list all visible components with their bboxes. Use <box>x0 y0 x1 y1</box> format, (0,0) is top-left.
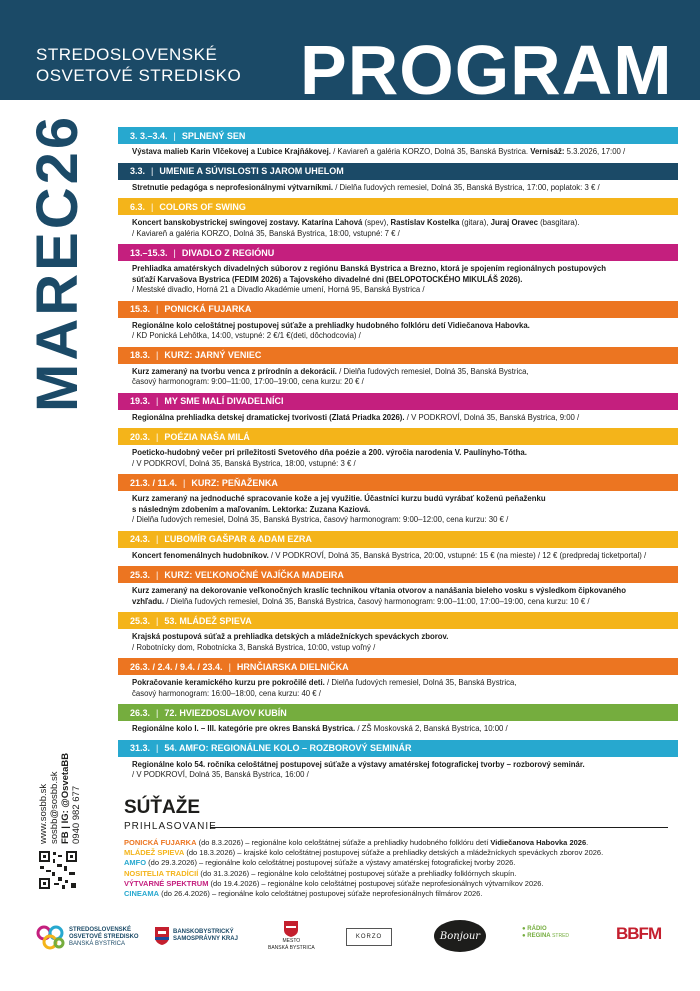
event-item[interactable] <box>118 393 678 424</box>
event-description <box>118 548 678 562</box>
event-title: MY SME MALÍ DIVADELNÍCI <box>164 396 284 406</box>
event-description <box>118 675 678 699</box>
qr-code-icon[interactable] <box>38 850 78 890</box>
shield-icon <box>154 926 170 946</box>
event-desc-line <box>132 689 678 700</box>
event-desc-line <box>132 724 678 735</box>
event-date: 3.3. <box>130 166 146 176</box>
separator: | <box>156 396 159 406</box>
desc-text: / KD Ponická Lehôtka, 14:00, vstupné: 2 €/1 €(deti, dôchodcovia) / <box>132 331 361 340</box>
event-item[interactable] <box>118 244 678 296</box>
event-desc-line <box>132 760 678 771</box>
event-desc-line <box>132 229 678 240</box>
event-header-bar[interactable] <box>118 474 678 491</box>
desc-text: / Kaviareň a galéria KORZO, Dolná 35, Banská Bystrica. <box>330 147 531 156</box>
month-year: 26 <box>25 113 90 185</box>
separator: | <box>183 477 186 488</box>
city-crest-icon <box>283 920 299 938</box>
sos-line-2: OSVETOVÉ STREDISKO <box>69 933 139 940</box>
desc-bold: Koncert banskobystrickej swingovej zostavy. Katarína Ľahová <box>132 218 363 227</box>
event-desc-line <box>132 505 678 516</box>
desc-bold: Stretnutie pedagóga s neprofesionálnymi výtvarníkmi. <box>132 182 334 192</box>
event-date: 20.3. <box>130 431 151 442</box>
radio-line-1: ● RÁDIO <box>522 926 547 932</box>
desc-bold: Kurz zameraný na dekorovanie veľkonočných kraslíc technikou vŕtania otvorov a nanášania bieleho vosku s výsledkom čipkovaného <box>132 586 626 595</box>
bbfm-logo[interactable]: BBFM <box>616 924 662 943</box>
contact-phone[interactable]: 0940 982 677 <box>71 785 82 844</box>
city-line-1: MESTO <box>282 938 301 944</box>
desc-bold: Pokračovanie keramického kurzu pre pokročilé deti. <box>132 678 325 687</box>
desc-text: / Dielňa ľudových remesiel, Dolná 35, Banská Bystrica, časový harmonogram: 9:00–12:00, cena kurzu: 30 € / <box>132 515 509 524</box>
event-header-bar[interactable] <box>118 740 678 757</box>
separator: | <box>156 534 159 544</box>
event-item[interactable] <box>118 740 678 781</box>
city-line-2: BANSKÁ BYSTRICA <box>268 945 315 951</box>
desc-bold: Regionálne kolo celoštátnej postupovej súťaže a prehliadky hudobného folklóru detí Vidiečanova Habovka. <box>132 320 530 330</box>
desc-bold: Krajská postupová súťaž a prehliadka detských a mládežníckych speváckych zborov. <box>132 632 449 641</box>
bbsk-line-1: BANSKOBYSTRICKÝ <box>173 929 234 935</box>
event-item[interactable] <box>118 658 678 699</box>
contact-social[interactable]: FB | IG: @OsvetaBB <box>60 752 71 844</box>
desc-bold: súťaží Karvašova Bystrica (FEDIM 2026) a Tajovského divadelné dni (BELOPOTOCKÉHO MIKULÁŠ 2026). <box>132 274 523 284</box>
partner-logos <box>36 920 676 960</box>
separator: | <box>151 166 154 176</box>
event-title: KURZ: PEŇAŽENKA <box>191 477 278 488</box>
competition-item <box>124 858 603 868</box>
event-title: KURZ: VEĽKONOČNÉ VAJÍČKA MADEIRA <box>164 569 344 580</box>
desc-bold: Kurz zameraný na jednoduché spracovanie kože a jej využitie. Účastníci kurzu budú vyrábať koženú peňaženku <box>132 494 546 503</box>
sos-line-1: STREDOSLOVENSKÉ <box>69 926 132 933</box>
radio-line-2: ● REGINA STRED <box>522 933 570 939</box>
desc-text: 5.3.2026, 17:00 / <box>564 147 626 156</box>
event-item[interactable] <box>118 428 678 469</box>
event-description <box>118 410 678 424</box>
separator: | <box>156 350 159 360</box>
event-desc-line <box>132 285 678 296</box>
separator: | <box>151 201 154 212</box>
event-description <box>118 144 678 158</box>
radio-regina-logo[interactable] <box>522 926 569 940</box>
event-description <box>118 491 678 526</box>
contact-info <box>38 734 108 844</box>
desc-text: / V PODKROVÍ, Dolná 35, Banská Bystrica, 16:00 / <box>132 770 309 779</box>
event-title: DIVADLO Z REGIÓNU <box>181 247 275 258</box>
desc-text: (basgitara). <box>537 218 580 227</box>
competition-text: (do 19.4.2026) – regionálne kolo celoštátnej postupovej súťaže neprofesionálnych výtvarníkov 2026. <box>208 878 544 888</box>
event-description <box>118 583 678 607</box>
program-title: PROGRAM <box>300 31 673 109</box>
event-desc-line <box>132 515 678 526</box>
month-label <box>25 32 90 412</box>
bbsk-logo[interactable] <box>154 926 238 946</box>
event-header-bar[interactable] <box>118 531 678 548</box>
desc-bold: Poeticko-hudobný večer pri príležitosti Svetového dňa poézie a 200. výročia narodenia V. Paulínyho-Tótha. <box>132 448 527 457</box>
event-desc-line <box>132 551 678 562</box>
event-desc-line <box>132 770 678 781</box>
event-desc-line <box>132 632 678 643</box>
event-date: 19.3. <box>130 396 151 406</box>
separator: | <box>156 743 159 753</box>
event-item[interactable] <box>118 612 678 653</box>
event-header-bar[interactable] <box>118 301 678 318</box>
city-logo[interactable] <box>268 920 315 952</box>
desc-bold: s následným zdobením a maľovaním. Lektorka: Zuzana Kaziová. <box>132 504 371 514</box>
desc-text: / Dielňa ľudových remesiel, Dolná 35, Banská Bystrica, časový harmonogram: 9:00–11:00, 17:00–19:00, cena kurzu: 10 € / <box>164 596 590 606</box>
separator: | <box>228 661 231 672</box>
event-desc-line <box>132 459 678 470</box>
event-date: 15.3. <box>130 304 151 314</box>
competition-text: (do 31.3.2026) – regionálne kolo celoštátnej postupovej súťaže a prehliadky folklórnych skupín. <box>198 868 517 878</box>
event-item[interactable] <box>118 704 678 735</box>
sos-logo[interactable] <box>36 924 139 950</box>
event-desc-line <box>132 183 678 194</box>
event-description <box>118 180 678 194</box>
event-list <box>118 127 678 786</box>
desc-text: / Dielňa ľudových remesiel, Dolná 35, Banská Bystrica, <box>336 366 529 376</box>
event-description <box>118 215 678 239</box>
event-header-bar[interactable] <box>118 658 678 675</box>
desc-bold: Prehliadka amatérskych divadelných súborov z regiónu Banská Bystrica a Brezno, ktorá je spojením regionálnych postupových <box>132 264 607 273</box>
event-item[interactable] <box>118 127 678 158</box>
competition-text: (do 8.3.2026) – regionálne kolo celoštátnej súťaže a prehliadky hudobného folklóru detí <box>196 838 491 847</box>
competition-item <box>124 869 603 879</box>
event-desc-line <box>132 377 678 388</box>
competition-item <box>124 879 603 889</box>
desc-bold: Rastislav Kostelka <box>390 218 460 227</box>
event-header-bar[interactable] <box>118 428 678 445</box>
event-item[interactable] <box>118 301 678 342</box>
event-desc-line <box>132 218 678 229</box>
event-title: KURZ: JARNÝ VENIEC <box>164 350 262 360</box>
divider <box>210 827 668 828</box>
month-name: MAREC <box>25 184 90 412</box>
competition-end: . <box>586 838 589 847</box>
competition-text: (do 26.4.2026) – regionálne kolo celoštátnej postupovej súťaže neprofesionálnych filmárov 2026. <box>159 889 483 899</box>
competition-item <box>124 838 603 848</box>
desc-bold: Regionálne kolo 54. ročníka celoštátnej postupovej súťaže a výstavy amatérskej fotografickej tvorby – rozborový seminár. <box>132 759 585 769</box>
contact-email[interactable]: sosbb@sosbb.sk <box>49 771 60 844</box>
event-title: ĽUBOMÍR GAŠPAR & ADAM EZRA <box>164 534 312 544</box>
event-title: 53. MLÁDEŽ SPIEVA <box>164 615 252 626</box>
event-title: COLORS OF SWING <box>159 201 246 212</box>
desc-bold: Kurz zameraný na tvorbu venca z prírodnín a dekorácií. <box>132 366 337 376</box>
competition-name: AMFO <box>124 858 147 868</box>
desc-text: / Dielňa ľudových remesiel, Dolná 35, Banská Bystrica, 17:00, poplatok: 3 € / <box>333 182 600 192</box>
event-title: POÉZIA NAŠA MILÁ <box>164 431 250 442</box>
event-date: 24.3. <box>130 534 151 544</box>
desc-text: / ZŠ Moskovská 2, Banská Bystrica, 10:00 / <box>355 724 508 733</box>
sos-line-3: BANSKÁ BYSTRICA <box>69 940 126 947</box>
desc-bold: Juraj Oravec <box>490 218 538 227</box>
event-item[interactable] <box>118 163 678 194</box>
desc-bold: Výstava malieb Karin Vlčekovej a Ľubice Krajňákovej. <box>132 147 331 156</box>
separator: | <box>156 615 159 626</box>
korzo-logo[interactable]: KORZO <box>346 928 392 946</box>
event-desc-line <box>132 264 678 275</box>
desc-text: / Robotnícky dom, Robotnícka 3, Banská Bystrica, 10:00, vstup voľný / <box>132 642 376 652</box>
event-desc-line <box>132 494 678 505</box>
event-item[interactable] <box>118 198 678 239</box>
event-desc-line <box>132 275 678 286</box>
sos-logo-icon <box>36 924 66 950</box>
event-desc-line <box>132 367 678 378</box>
event-header-bar[interactable] <box>118 347 678 364</box>
event-item[interactable] <box>118 531 678 562</box>
event-item[interactable] <box>118 566 678 607</box>
event-title: UMENIE A SÚVISLOSTI S JAROM UHELOM <box>159 166 344 176</box>
event-title: 54. AMFO: REGIONÁLNE KOLO – ROZBOROVÝ SEMINÁR <box>164 743 412 753</box>
event-desc-line <box>132 586 678 597</box>
bonjour-logo[interactable]: Bonjour <box>434 920 486 952</box>
event-title: HRNČIARSKA DIELNIČKA <box>236 661 349 672</box>
separator: | <box>156 304 159 314</box>
event-desc-line <box>132 147 678 158</box>
bbsk-line-2: SAMOSPRÁVNY KRAJ <box>173 936 238 942</box>
competition-name: CINEAMA <box>124 889 159 899</box>
event-header-bar[interactable] <box>118 704 678 721</box>
desc-text: (gitara), <box>459 218 491 227</box>
event-date: 18.3. <box>130 350 151 360</box>
competitions-list <box>124 838 603 899</box>
event-description <box>118 629 678 653</box>
event-desc-line <box>132 321 678 332</box>
event-title: SPLNENÝ SEN <box>181 130 246 141</box>
event-date: 25.3. <box>130 569 151 580</box>
desc-text: časový harmonogram: 16:00–18:00, cena kurzu: 40 € / <box>132 688 321 698</box>
competition-name: PONICKÁ FUJARKA <box>124 838 197 847</box>
competition-name: MLÁDEŽ SPIEVA <box>124 848 185 858</box>
event-header-bar[interactable] <box>118 163 678 180</box>
competitions-title: SÚŤAŽE <box>124 797 200 818</box>
desc-text: časový harmonogram: 9:00–11:00, 17:00–19:00, cena kurzu: 20 € / <box>132 377 364 386</box>
desc-bold: Regionálne kolo I. – III. kategórie pre okres Banská Bystrica. <box>132 724 356 733</box>
desc-text: / Kaviareň a galéria KORZO, Dolná 35, Banská Bystrica, 18:00, vstupné: 7 € / <box>132 228 400 238</box>
event-desc-line <box>132 643 678 654</box>
competition-text: (do 29.3.2026) – regionálne kolo celoštátnej postupovej súťaže a výstavy amatérskej fotografickej tvorby 2026. <box>146 858 516 868</box>
desc-bold: Koncert fenomenálnych hudobníkov. <box>132 550 269 560</box>
org-line-1: STREDOSLOVENSKÉ <box>36 45 218 64</box>
event-header-bar[interactable] <box>118 393 678 410</box>
event-desc-line <box>132 331 678 342</box>
desc-text: / Mestské divadlo, Horná 21 a Divadlo Akadémie umení, Horná 95, Banská Bystrica / <box>132 285 425 294</box>
event-description <box>118 364 678 388</box>
desc-text: / V PODKROVÍ, Dolná 35, Banská Bystrica, 18:00, vstupné: 3 € / <box>132 458 356 468</box>
event-desc-line <box>132 597 678 608</box>
competition-bold: Vidiečanova Habovka 2026 <box>490 838 587 847</box>
event-description <box>118 721 678 735</box>
competitions-subtitle: PRIHLASOVANIE <box>124 821 217 832</box>
event-date: 31.3. <box>130 743 151 753</box>
event-date: 3. 3.–3.4. <box>130 130 168 141</box>
event-header-bar[interactable] <box>118 566 678 583</box>
contact-web[interactable]: www.sosbb.sk <box>38 783 49 844</box>
desc-text: (spev), <box>362 218 391 227</box>
event-description <box>118 445 678 469</box>
separator: | <box>156 707 159 718</box>
event-title: PONICKÁ FUJARKA <box>164 304 252 314</box>
competition-item <box>124 889 603 899</box>
event-header-bar[interactable] <box>118 127 678 144</box>
desc-text: / Dielňa ľudových remesiel, Dolná 35, Banská Bystrica, <box>324 678 517 687</box>
event-header-bar[interactable] <box>118 612 678 629</box>
competition-name: VÝTVARNÉ SPEKTRUM <box>124 878 209 888</box>
desc-bold: vzhľadu. <box>132 596 165 606</box>
desc-bold: Regionálna prehliadka detskej dramatickej tvorivosti (Zlatá Priadka 2026). <box>132 412 405 422</box>
event-date: 26.3. <box>130 707 151 718</box>
event-desc-line <box>132 678 678 689</box>
competition-text: (do 18.3.2026) – krajské kolo celoštátnej postupovej súťaže a prehliadky detských a mládežníckych speváckych zborov 2026. <box>184 848 604 858</box>
event-date: 13.–15.3. <box>130 247 168 258</box>
desc-text: / V PODKROVÍ, Dolná 35, Banská Bystrica, 9:00 / <box>404 412 580 422</box>
separator: | <box>173 247 176 258</box>
event-date: 6.3. <box>130 201 146 212</box>
separator: | <box>173 130 176 141</box>
org-line-2: OSVETOVÉ STREDISKO <box>36 66 242 85</box>
event-date: 21.3. / 11.4. <box>130 477 178 488</box>
event-date: 26.3. / 2.4. / 9.4. / 23.4. <box>130 661 223 672</box>
desc-text: / V PODKROVÍ, Dolná 35, Banská Bystrica, 20:00, vstupné: 15 € (na mieste) / 12 € (predpredaj ticketportal) / <box>268 550 647 560</box>
event-title: 72. HVIEZDOSLAVOV KUBÍN <box>164 707 287 718</box>
event-header-bar[interactable] <box>118 244 678 261</box>
separator: | <box>156 569 159 580</box>
event-item[interactable] <box>118 474 678 526</box>
event-description <box>118 261 678 296</box>
event-description <box>118 318 678 342</box>
desc-bold: Vernisáž: <box>530 147 565 156</box>
event-item[interactable] <box>118 347 678 388</box>
event-header-bar[interactable] <box>118 198 678 215</box>
competition-item <box>124 848 603 858</box>
event-desc-line <box>132 448 678 459</box>
event-description <box>118 757 678 781</box>
competition-name: NOSITELIA TRADÍCIÍ <box>124 868 199 878</box>
separator: | <box>156 431 159 442</box>
event-desc-line <box>132 413 678 424</box>
event-date: 25.3. <box>130 615 151 626</box>
header-banner <box>0 0 700 109</box>
